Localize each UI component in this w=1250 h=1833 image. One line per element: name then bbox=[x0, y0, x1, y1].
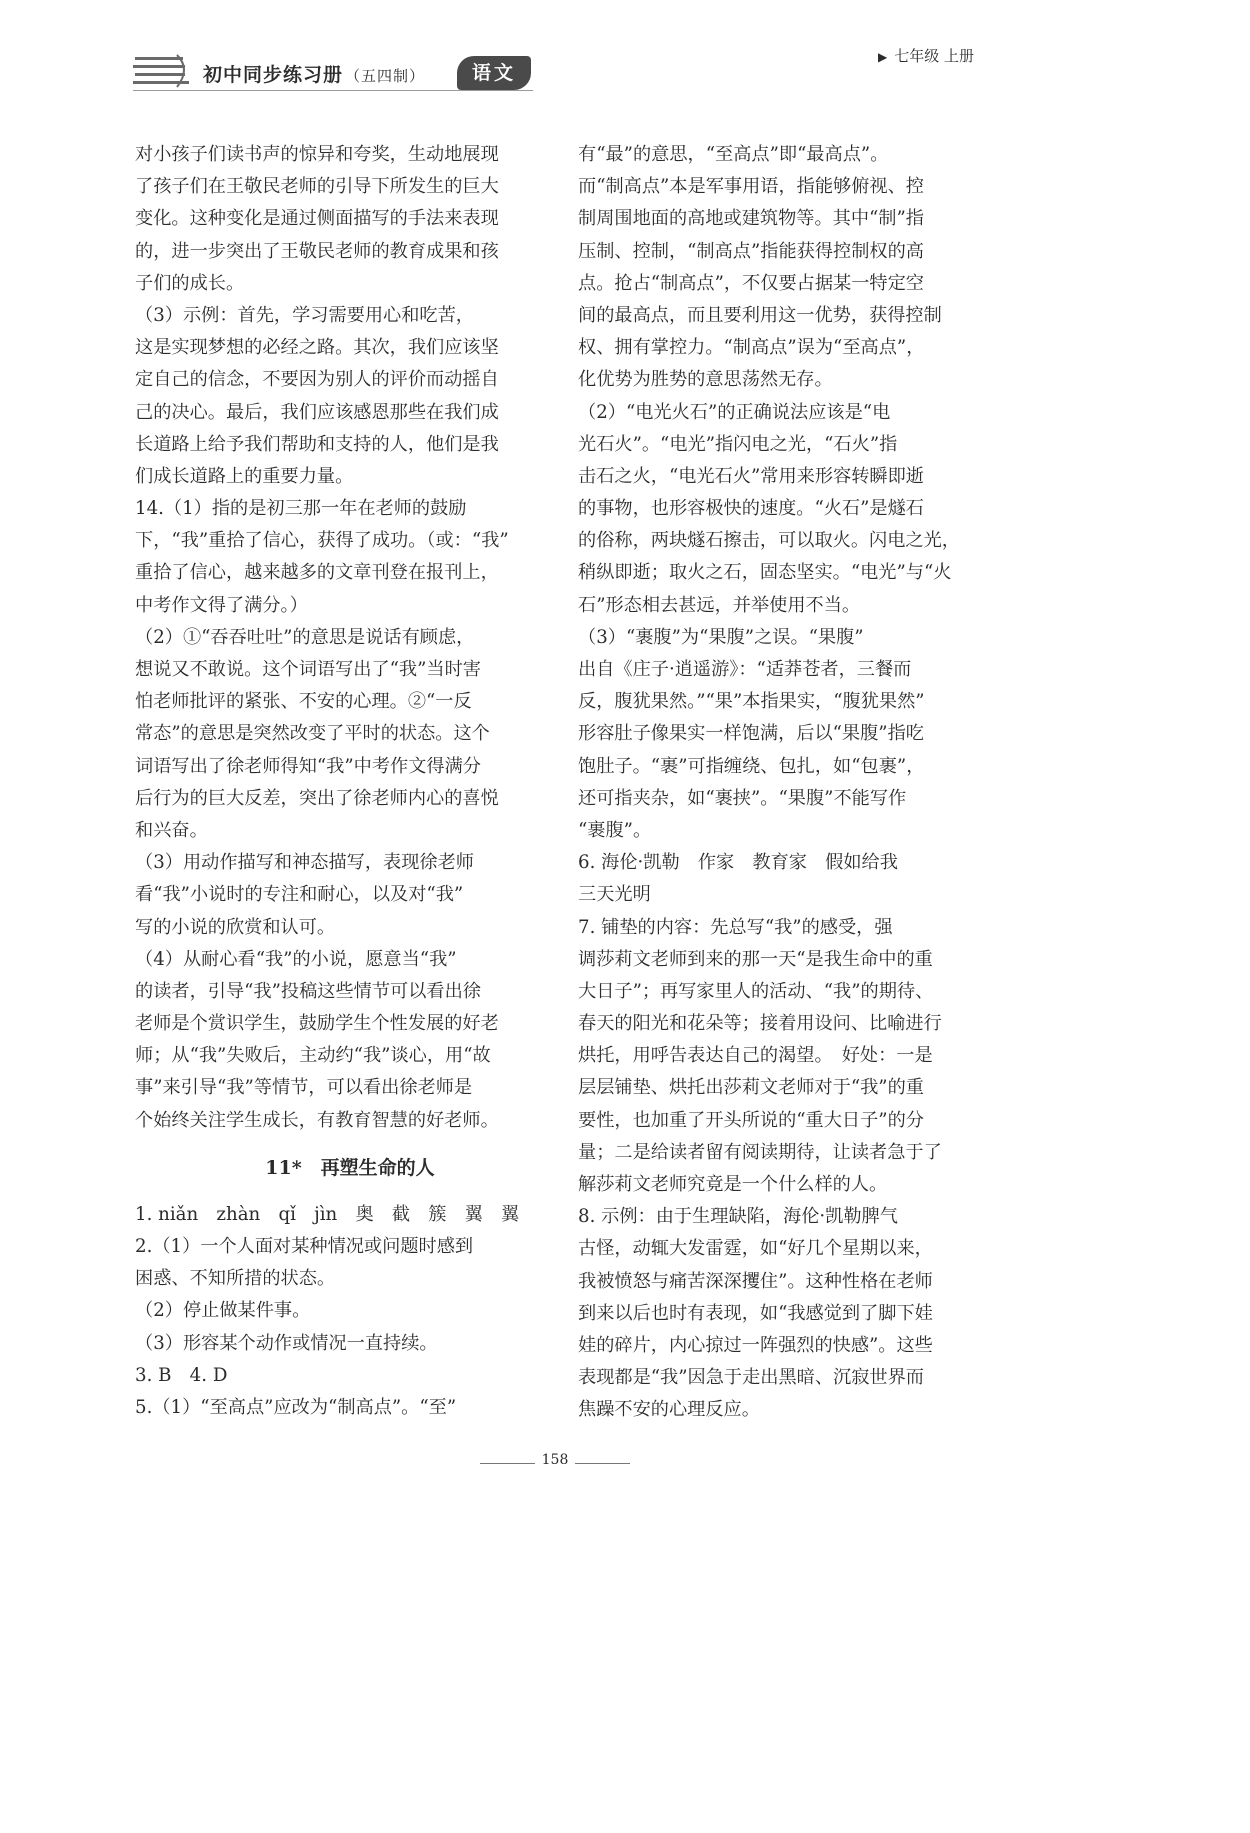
text-line: 想说又不敢说。这个词语写出了“我”当时害 bbox=[135, 659, 481, 680]
text-line: 5.（1）“至高点”应改为“制高点”。“至” bbox=[135, 1396, 457, 1418]
text-line: 8. 示例：由于生理缺陷，海伦·凯勒脾气 bbox=[578, 1206, 898, 1228]
text-line: 化优势为胜势的意思荡然无存。 bbox=[578, 369, 833, 391]
text-line: 中考作文得了满分。） bbox=[135, 594, 308, 616]
text-line: 娃的碎片，内心掠过一阵强烈的快感”。这些 bbox=[578, 1334, 933, 1356]
text-line: （3）形容某个动作或情况一直持续。 bbox=[135, 1332, 438, 1354]
left-column bbox=[135, 139, 565, 1424]
text-line: 下，“我”重拾了信心，获得了成功。（或：“我” bbox=[135, 530, 509, 552]
text-line: 6. 海伦·凯勒 作家 教育家 假如给我 bbox=[578, 852, 898, 874]
text-line: 我被愤怒与痛苦深深攫住”。这种性格在老师 bbox=[578, 1270, 933, 1292]
text-line: 老师是个赏识学生，鼓励学生个性发展的好老 bbox=[135, 1013, 499, 1035]
text-line: 稍纵即逝；取火之石，固态坚实。“电光”与“火 bbox=[578, 562, 952, 584]
text-line: 看“我”小说时的专注和耐心，以及对“我” bbox=[135, 884, 464, 906]
text-line: （3）示例：首先，学习需要用心和吃苦， bbox=[135, 304, 474, 326]
text-line: 出自《庄子·逍遥游》：“适莽苍者，三餐而 bbox=[578, 659, 912, 680]
text-line: 反，腹犹果然。”“果”本指果实，“腹犹果然” bbox=[578, 691, 925, 713]
text-line: 师；从“我”失败后，主动约“我”谈心，用“故 bbox=[135, 1045, 491, 1067]
text-line: 后行为的巨大反差，突出了徐老师内心的喜悦 bbox=[135, 787, 499, 809]
answer-paragraph bbox=[135, 1231, 565, 1295]
text-line: 形容肚子像果实一样饱满，后以“果腹”指吃 bbox=[578, 723, 924, 745]
text-line: 石”形态相去甚远，并举使用不当。 bbox=[578, 594, 861, 616]
text-line: 2.（1）一个人面对某种情况或问题时感到 bbox=[135, 1236, 474, 1257]
text-line: 子们的成长。 bbox=[135, 272, 245, 294]
header-divider bbox=[133, 90, 533, 91]
text-line: 量；二是给读者留有阅读期待，让读者急于了 bbox=[578, 1141, 942, 1163]
text-line: 到来以后也时有表现，如“我感觉到了脚下娃 bbox=[578, 1302, 933, 1324]
text-line: 们成长道路上的重要力量。 bbox=[135, 465, 354, 487]
answer-paragraph bbox=[135, 1199, 565, 1231]
text-line: 和兴奋。 bbox=[135, 819, 208, 841]
text-line: 的俗称，两块燧石擦击，可以取火。闪电之光， bbox=[578, 530, 960, 552]
text-line: 定自己的信念，不要因为别人的评价而动摇自 bbox=[135, 369, 499, 391]
section-heading: 11* 再塑生命的人 bbox=[265, 1156, 435, 1179]
text-line: 的，进一步突出了王敬民老师的教育成果和孩 bbox=[135, 240, 499, 262]
answer-paragraph bbox=[135, 1295, 565, 1327]
text-line: （3）“裹腹”为“果腹”之误。“果腹” bbox=[578, 626, 864, 648]
text-line: 了孩子们在王敬民老师的引导下所发生的巨大 bbox=[135, 176, 499, 198]
answer-paragraph bbox=[578, 912, 1008, 1202]
grade-label: ▶ 七年级 上册 bbox=[878, 47, 975, 65]
text-line: 的读者，引导“我”投稿这些情节可以看出徐 bbox=[135, 980, 481, 1002]
text-line: 饱肚子。“裹”可指缠绕、包扎，如“包裹”， bbox=[578, 755, 925, 777]
text-line: 击石之火，“电光石火”常用来形容转瞬即逝 bbox=[578, 465, 924, 487]
answer-paragraph bbox=[135, 139, 565, 300]
text-line: 古怪，动辄大发雷霆，如“好几个星期以来， bbox=[578, 1238, 933, 1260]
answer-paragraph bbox=[578, 139, 1008, 397]
text-line: （4）从耐心看“我”的小说，愿意当“我” bbox=[135, 948, 457, 970]
text-line: 己的决心。最后，我们应该感恩那些在我们成 bbox=[135, 401, 499, 423]
answer-paragraph bbox=[135, 944, 565, 1137]
text-line: （3）用动作描写和神态描写，表现徐老师 bbox=[135, 852, 474, 874]
text-line: 大日子”；再写家里人的活动、“我”的期待、 bbox=[578, 980, 934, 1002]
text-line: 点。抢占“制高点”，不仅要占据某一特定空 bbox=[578, 272, 924, 294]
text-line: “裹腹”。 bbox=[578, 819, 652, 841]
text-line: 间的最高点，而且要利用这一优势，获得控制 bbox=[578, 304, 942, 326]
text-line: 写的小说的欣赏和认可。 bbox=[135, 916, 336, 938]
text-line: 这是实现梦想的必经之路。其次，我们应该坚 bbox=[135, 337, 499, 359]
right-column bbox=[578, 139, 1008, 1427]
text-line: 7. 铺垫的内容：先总写“我”的感受，强 bbox=[578, 916, 893, 938]
text-line: 调莎莉文老师到来的那一天“是我生命中的重 bbox=[578, 948, 933, 970]
text-line: 怕老师批评的紧张、不安的心理。②“一反 bbox=[135, 691, 472, 713]
text-line: 的事物，也形容极快的速度。“火石”是燧石 bbox=[578, 498, 924, 520]
text-line: 有“最”的意思，“至高点”即“最高点”。 bbox=[578, 144, 889, 165]
answer-paragraph bbox=[578, 847, 1008, 911]
text-line: 个始终关注学生成长，有教育智慧的好老师。 bbox=[135, 1109, 499, 1131]
answer-paragraph bbox=[578, 397, 1008, 622]
text-line: 变化。这种变化是通过侧面描写的手法来表现 bbox=[135, 208, 499, 230]
answer-paragraph bbox=[578, 622, 1008, 847]
text-line: 烘托，用呼告表达自己的渴望。 好处：一是 bbox=[578, 1045, 933, 1067]
text-line: 要性，也加重了开头所说的“重大日子”的分 bbox=[578, 1109, 924, 1131]
answer-paragraph bbox=[135, 1360, 565, 1392]
page-footer bbox=[480, 1438, 630, 1488]
text-line: 3. B 4. D bbox=[135, 1364, 228, 1386]
text-line: 光石火”。“电光”指闪电之光，“石火”指 bbox=[578, 433, 898, 455]
text-line: 词语写出了徐老师得知“我”中考作文得满分 bbox=[135, 755, 481, 777]
text-line: 14.（1）指的是初三那一年在老师的鼓励 bbox=[135, 498, 467, 520]
text-line: 春天的阳光和花朵等；接着用设问、比喻进行 bbox=[578, 1013, 942, 1035]
page-header bbox=[0, 0, 1080, 110]
text-line: 层层铺垫、烘托出莎莉文老师对于“我”的重 bbox=[578, 1077, 924, 1099]
text-line: 事”来引导“我”等情节，可以看出徐老师是 bbox=[135, 1077, 473, 1099]
text-line: （2）“电光火石”的正确说法应该是“电 bbox=[578, 401, 891, 423]
text-line: 还可指夹杂，如“裹挟”。“果腹”不能写作 bbox=[578, 787, 907, 809]
text-line: 制周围地面的高地或建筑物等。其中“制”指 bbox=[578, 208, 924, 230]
text-line: 压制、控制，“制高点”指能获得控制权的高 bbox=[578, 240, 924, 262]
text-line: 长道路上给予我们帮助和支持的人，他们是我 bbox=[135, 433, 499, 455]
text-line: 重拾了信心，越来越多的文章刊登在报刊上， bbox=[135, 562, 499, 584]
answer-paragraph bbox=[135, 1392, 565, 1424]
answer-paragraph bbox=[135, 300, 565, 493]
answer-paragraph bbox=[135, 1328, 565, 1360]
text-line: 1. niǎn zhàn qǐ jìn 奥 截 簇 翼 翼 bbox=[135, 1203, 520, 1225]
subject-tag: 语文 bbox=[457, 56, 531, 90]
text-line: （2）停止做某件事。 bbox=[135, 1300, 311, 1322]
book-logo-icon bbox=[133, 53, 193, 91]
text-line: 焦躁不安的心理反应。 bbox=[578, 1399, 760, 1421]
text-line: 解莎莉文老师究竟是一个什么样的人。 bbox=[578, 1174, 888, 1195]
text-line: 三天光明 bbox=[578, 884, 651, 906]
text-line: 常态”的意思是突然改变了平时的状态。这个 bbox=[135, 723, 490, 745]
text-line: 困惑、不知所措的状态。 bbox=[135, 1268, 336, 1290]
answer-paragraph bbox=[135, 622, 565, 847]
page-number: 158 bbox=[541, 1452, 569, 1468]
triangle-right-icon: ▶ bbox=[878, 50, 888, 64]
text-line: 表现都是“我”因急于走出黑暗、沉寂世界而 bbox=[578, 1367, 924, 1389]
answer-paragraph bbox=[578, 1201, 1008, 1426]
text-line: （2）①“吞吞吐吐”的意思是说话有顾虑， bbox=[135, 626, 475, 648]
text-line: 对小孩子们读书声的惊异和夸奖，生动地展现 bbox=[135, 144, 499, 165]
text-line: 而“制高点”本是军事用语，指能够俯视、控 bbox=[578, 176, 924, 198]
book-title: 初中同步练习册 （五四制） bbox=[203, 64, 426, 86]
text-line: 权、拥有掌控力。“制高点”误为“至高点”， bbox=[578, 337, 925, 359]
answer-paragraph bbox=[135, 493, 565, 622]
answer-paragraph bbox=[135, 847, 565, 944]
